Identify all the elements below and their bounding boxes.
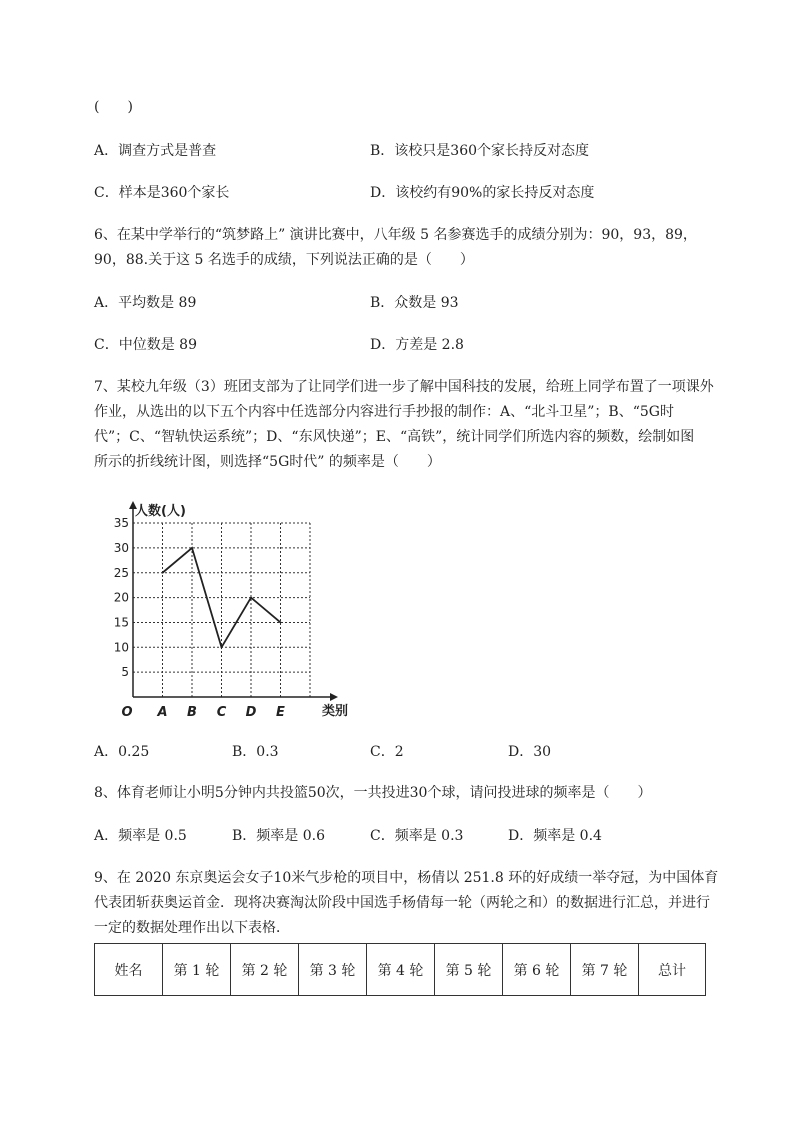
q6-option-a[interactable]: A．平均数是 89: [94, 295, 197, 311]
q7-option-a[interactable]: A．0.25: [94, 744, 150, 760]
x-tick-label: E: [276, 705, 285, 720]
q8-option-a[interactable]: A．频率是 0.5: [94, 828, 187, 844]
q8-stem: 8、体育老师让小明5分钟内共投篮50次，一共投进30个球，请问投进球的频率是（ ）: [94, 785, 652, 801]
q7-stem-line-4: 所示的折线统计图，则选择“5G时代” 的频率是（ ）: [94, 454, 441, 470]
y-tick-label: 35: [113, 516, 129, 531]
q6-option-c[interactable]: C．中位数是 89: [94, 337, 197, 353]
table-header-row: [95, 944, 706, 996]
q6-option-d[interactable]: D．方差是 2.8: [370, 337, 464, 353]
q5-option-b[interactable]: B．该校只是360个家长持反对态度: [370, 143, 590, 159]
x-axis-arrow-icon: [330, 693, 338, 701]
q5-option-d[interactable]: D．该校约有90%的家长持反对态度: [370, 185, 595, 201]
header-cell-round-3: 第 3 轮: [299, 944, 367, 996]
q8-option-d[interactable]: D．频率是 0.4: [508, 828, 602, 844]
q9-stem-line-1: 9、在 2020 东京奥运会女子10米气步枪的项目中，杨倩以 251.8 环的好成绩一举夺冠，为中国体育: [94, 870, 719, 886]
q7-option-d[interactable]: D．30: [508, 744, 552, 760]
y-tick-label: 10: [113, 640, 129, 655]
header-cell-round-1: 第 1 轮: [163, 944, 231, 996]
q7-stem-line-1: 7、某校九年级（3）班团支部为了让同学们进一步了解中国科技的发展，给班上同学布置了一项课外: [94, 379, 714, 395]
q8-option-b[interactable]: B．频率是 0.6: [232, 828, 326, 844]
y-tick-label: 30: [113, 540, 129, 555]
q9-stem-line-2: 代表团斩获奥运首金．现将决赛淘汰阶段中国选手杨倩每一轮（两轮之和）的数据进行汇总，并进行: [94, 895, 710, 911]
x-tick-label: C: [216, 705, 227, 720]
q6-stem-line-1: 6、在某中学举行的“筑梦路上” 演讲比赛中，八年级 5 名参赛选手的成绩分别为：90，93，89，: [94, 227, 697, 243]
q5-option-c[interactable]: C．样本是360个家长: [94, 185, 230, 201]
y-tick-label: 5: [121, 665, 129, 680]
header-cell-round-2: 第 2 轮: [231, 944, 299, 996]
q5-option-a[interactable]: A．调查方式是普查: [94, 143, 217, 159]
y-tick-label: 25: [113, 565, 129, 580]
data-point: [250, 597, 252, 599]
q7-option-b[interactable]: B．0.3: [232, 744, 279, 760]
data-point: [221, 646, 223, 648]
data-point: [162, 572, 164, 574]
origin-label: O: [121, 705, 133, 720]
q6-option-b[interactable]: B．众数是 93: [370, 295, 459, 311]
y-axis-title: 人数(人): [135, 504, 186, 520]
line-chart: [110, 500, 350, 722]
header-cell-round-4: 第 4 轮: [367, 944, 435, 996]
header-cell-total: 总计: [639, 944, 706, 996]
x-tick-label: B: [187, 705, 197, 720]
q8-option-c[interactable]: C．频率是 0.3: [370, 828, 464, 844]
score-table: [94, 943, 706, 996]
q7-option-c[interactable]: C．2: [370, 744, 404, 760]
header-cell-round-6: 第 6 轮: [503, 944, 571, 996]
q5-answer-bracket: ( ): [94, 99, 133, 115]
data-point: [280, 622, 282, 624]
data-point: [191, 547, 193, 549]
x-axis-title: 类别: [322, 704, 349, 719]
x-tick-label: A: [157, 705, 168, 720]
y-tick-label: 15: [113, 615, 129, 630]
y-tick-label: 20: [113, 590, 129, 605]
q9-stem-line-3: 一定的数据处理作出以下表格．: [94, 920, 290, 936]
header-cell-name: 姓名: [95, 944, 163, 996]
header-cell-round-7: 第 7 轮: [571, 944, 639, 996]
q7-stem-line-2: 作业，从选出的以下五个内容中任选部分内容进行手抄报的制作：A、“北斗卫星”；B、“5G时: [94, 404, 674, 420]
q7-stem-line-3: 代”；C、“智轨快运系统”；D、“东风快递”；E、“高铁”，统计同学们所选内容的频数，绘制如图: [94, 429, 695, 445]
x-tick-label: D: [245, 705, 257, 720]
header-cell-round-5: 第 5 轮: [435, 944, 503, 996]
q6-stem-line-2: 90，88.关于这 5 名选手的成绩，下列说法正确的是（ ）: [94, 252, 474, 268]
